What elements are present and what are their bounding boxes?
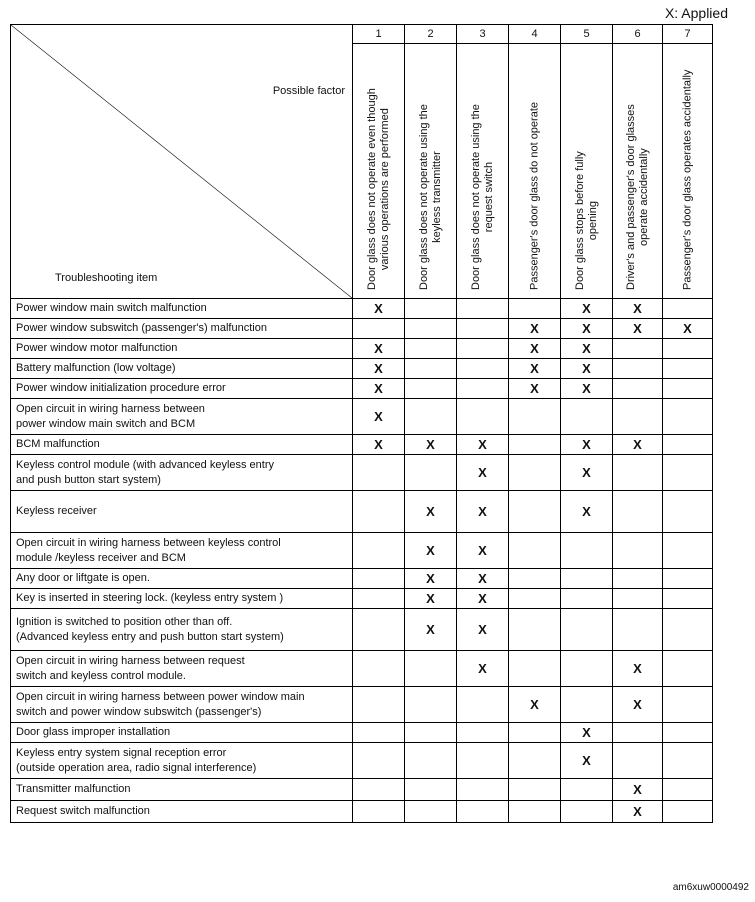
mark-cell-factor-2 bbox=[405, 779, 457, 801]
mark-cell-factor-5: X bbox=[561, 435, 613, 455]
mark-cell-factor-7 bbox=[663, 801, 713, 823]
mark-cell-factor-3 bbox=[457, 687, 509, 723]
mark-cell-factor-7 bbox=[663, 359, 713, 379]
mark-cell-factor-3 bbox=[457, 743, 509, 779]
troubleshooting-item: Door glass improper installation bbox=[11, 723, 353, 743]
mark-cell-factor-3: X bbox=[457, 491, 509, 533]
possible-factor-label: Possible factor bbox=[272, 85, 345, 97]
factor-label-cell-3 bbox=[457, 44, 509, 299]
factor-label-5: Door glass stops before fully opening bbox=[573, 151, 599, 290]
mark-cell-factor-1: X bbox=[353, 339, 405, 359]
mark-cell-factor-6 bbox=[613, 533, 663, 569]
troubleshooting-item: Keyless receiver bbox=[11, 491, 353, 533]
mark-cell-factor-3 bbox=[457, 399, 509, 435]
header-diagonal-cell bbox=[11, 25, 353, 299]
mark-cell-factor-7 bbox=[663, 399, 713, 435]
factor-label-cell-5 bbox=[561, 44, 613, 299]
factor-label-7: Passenger's door glass operates accidentally bbox=[681, 69, 693, 290]
mark-cell-factor-3 bbox=[457, 801, 509, 823]
mark-cell-factor-5: X bbox=[561, 299, 613, 319]
mark-cell-factor-4 bbox=[509, 801, 561, 823]
mark-cell-factor-3: X bbox=[457, 435, 509, 455]
table-body bbox=[11, 299, 713, 823]
mark-cell-factor-3 bbox=[457, 359, 509, 379]
mark-cell-factor-2 bbox=[405, 687, 457, 723]
mark-cell-factor-3 bbox=[457, 379, 509, 399]
troubleshooting-item: Keyless control module (with advanced keyless entry and push button start system) bbox=[11, 455, 353, 491]
mark-cell-factor-5 bbox=[561, 533, 613, 569]
mark-cell-factor-3: X bbox=[457, 455, 509, 491]
mark-cell-factor-4 bbox=[509, 651, 561, 687]
mark-cell-factor-1 bbox=[353, 743, 405, 779]
mark-cell-factor-4 bbox=[509, 299, 561, 319]
troubleshooting-item: Open circuit in wiring harness between keyless control module /keyless receiver and BCM bbox=[11, 533, 353, 569]
table-row bbox=[11, 743, 713, 779]
mark-cell-factor-6 bbox=[613, 723, 663, 743]
mark-cell-factor-5: X bbox=[561, 743, 613, 779]
mark-cell-factor-7 bbox=[663, 779, 713, 801]
table-row bbox=[11, 455, 713, 491]
mark-cell-factor-5: X bbox=[561, 359, 613, 379]
mark-cell-factor-3: X bbox=[457, 533, 509, 569]
factor-label-4: Passenger's door glass do not operate bbox=[528, 102, 540, 290]
table-row bbox=[11, 801, 713, 823]
troubleshooting-item: Power window initialization procedure error bbox=[11, 379, 353, 399]
mark-cell-factor-7 bbox=[663, 379, 713, 399]
mark-cell-factor-1: X bbox=[353, 435, 405, 455]
factor-number-5: 5 bbox=[561, 25, 613, 44]
troubleshooting-item: Open circuit in wiring harness between request switch and keyless control module. bbox=[11, 651, 353, 687]
table-row bbox=[11, 589, 713, 609]
mark-cell-factor-2: X bbox=[405, 569, 457, 589]
mark-cell-factor-1 bbox=[353, 687, 405, 723]
mark-cell-factor-1 bbox=[353, 533, 405, 569]
mark-cell-factor-4: X bbox=[509, 319, 561, 339]
mark-cell-factor-2 bbox=[405, 651, 457, 687]
mark-cell-factor-5 bbox=[561, 609, 613, 651]
mark-cell-factor-1 bbox=[353, 609, 405, 651]
mark-cell-factor-7: X bbox=[663, 319, 713, 339]
mark-cell-factor-4 bbox=[509, 399, 561, 435]
mark-cell-factor-2: X bbox=[405, 609, 457, 651]
factor-label-cell-1 bbox=[353, 44, 405, 299]
troubleshooting-item: Any door or liftgate is open. bbox=[11, 569, 353, 589]
troubleshooting-item: Transmitter malfunction bbox=[11, 779, 353, 801]
figure-id: am6xuw0000492 bbox=[672, 882, 749, 893]
mark-cell-factor-4 bbox=[509, 723, 561, 743]
mark-cell-factor-7 bbox=[663, 299, 713, 319]
table-row bbox=[11, 533, 713, 569]
mark-cell-factor-5 bbox=[561, 779, 613, 801]
mark-cell-factor-3: X bbox=[457, 651, 509, 687]
mark-cell-factor-5: X bbox=[561, 491, 613, 533]
mark-cell-factor-2: X bbox=[405, 435, 457, 455]
mark-cell-factor-5 bbox=[561, 651, 613, 687]
mark-cell-factor-6: X bbox=[613, 299, 663, 319]
factor-label-cell-2 bbox=[405, 44, 457, 299]
mark-cell-factor-2 bbox=[405, 399, 457, 435]
factor-label-2: Door glass does not operate using the keyless transmitter bbox=[417, 104, 443, 290]
mark-cell-factor-6 bbox=[613, 455, 663, 491]
mark-cell-factor-5 bbox=[561, 589, 613, 609]
mark-cell-factor-3: X bbox=[457, 589, 509, 609]
table-row bbox=[11, 319, 713, 339]
mark-cell-factor-2 bbox=[405, 319, 457, 339]
mark-cell-factor-5 bbox=[561, 801, 613, 823]
table-row bbox=[11, 491, 713, 533]
troubleshooting-item: Open circuit in wiring harness between power window main switch and power window subswitch (passenger's) bbox=[11, 687, 353, 723]
mark-cell-factor-7 bbox=[663, 435, 713, 455]
table-row bbox=[11, 687, 713, 723]
table-row bbox=[11, 569, 713, 589]
mark-cell-factor-2 bbox=[405, 359, 457, 379]
mark-cell-factor-4 bbox=[509, 589, 561, 609]
mark-cell-factor-4: X bbox=[509, 687, 561, 723]
table-row bbox=[11, 379, 713, 399]
mark-cell-factor-6: X bbox=[613, 801, 663, 823]
mark-cell-factor-7 bbox=[663, 491, 713, 533]
mark-cell-factor-3 bbox=[457, 723, 509, 743]
mark-cell-factor-5: X bbox=[561, 339, 613, 359]
factor-number-1: 1 bbox=[353, 25, 405, 44]
mark-cell-factor-4 bbox=[509, 743, 561, 779]
mark-cell-factor-3 bbox=[457, 319, 509, 339]
troubleshooting-item: Power window motor malfunction bbox=[11, 339, 353, 359]
table-row bbox=[11, 359, 713, 379]
mark-cell-factor-4: X bbox=[509, 359, 561, 379]
mark-cell-factor-3 bbox=[457, 779, 509, 801]
factor-label-3: Door glass does not operate using the request switch bbox=[469, 104, 495, 290]
troubleshooting-table bbox=[10, 24, 713, 823]
mark-cell-factor-6 bbox=[613, 399, 663, 435]
mark-cell-factor-7 bbox=[663, 743, 713, 779]
mark-cell-factor-5: X bbox=[561, 379, 613, 399]
troubleshooting-item: Open circuit in wiring harness between power window main switch and BCM bbox=[11, 399, 353, 435]
mark-cell-factor-4 bbox=[509, 569, 561, 589]
factor-number-3: 3 bbox=[457, 25, 509, 44]
mark-cell-factor-2 bbox=[405, 455, 457, 491]
mark-cell-factor-1 bbox=[353, 651, 405, 687]
mark-cell-factor-5 bbox=[561, 399, 613, 435]
mark-cell-factor-7 bbox=[663, 589, 713, 609]
mark-cell-factor-6 bbox=[613, 359, 663, 379]
mark-cell-factor-4 bbox=[509, 609, 561, 651]
mark-cell-factor-6: X bbox=[613, 435, 663, 455]
mark-cell-factor-1: X bbox=[353, 299, 405, 319]
mark-cell-factor-7 bbox=[663, 339, 713, 359]
mark-cell-factor-6 bbox=[613, 339, 663, 359]
mark-cell-factor-2 bbox=[405, 801, 457, 823]
mark-cell-factor-3 bbox=[457, 299, 509, 319]
mark-cell-factor-6 bbox=[613, 379, 663, 399]
mark-cell-factor-3: X bbox=[457, 609, 509, 651]
table-row bbox=[11, 779, 713, 801]
table-row bbox=[11, 723, 713, 743]
table-row bbox=[11, 609, 713, 651]
mark-cell-factor-2 bbox=[405, 299, 457, 319]
mark-cell-factor-1: X bbox=[353, 359, 405, 379]
table-row bbox=[11, 299, 713, 319]
mark-cell-factor-6: X bbox=[613, 687, 663, 723]
factor-number-4: 4 bbox=[509, 25, 561, 44]
mark-cell-factor-2: X bbox=[405, 533, 457, 569]
mark-cell-factor-7 bbox=[663, 723, 713, 743]
factor-label-1: Door glass does not operate even though various operations are performed bbox=[365, 88, 391, 290]
mark-cell-factor-7 bbox=[663, 569, 713, 589]
factor-label-cell-4 bbox=[509, 44, 561, 299]
mark-cell-factor-7 bbox=[663, 609, 713, 651]
mark-cell-factor-7 bbox=[663, 687, 713, 723]
mark-cell-factor-6 bbox=[613, 589, 663, 609]
factor-number-row bbox=[11, 25, 713, 44]
mark-cell-factor-6: X bbox=[613, 779, 663, 801]
mark-cell-factor-6 bbox=[613, 491, 663, 533]
mark-cell-factor-4: X bbox=[509, 379, 561, 399]
mark-cell-factor-5: X bbox=[561, 723, 613, 743]
table-row bbox=[11, 651, 713, 687]
mark-cell-factor-1 bbox=[353, 319, 405, 339]
mark-cell-factor-4 bbox=[509, 779, 561, 801]
legend: X: Applied bbox=[664, 5, 728, 21]
mark-cell-factor-7 bbox=[663, 533, 713, 569]
mark-cell-factor-2 bbox=[405, 339, 457, 359]
mark-cell-factor-6 bbox=[613, 569, 663, 589]
troubleshooting-item: Request switch malfunction bbox=[11, 801, 353, 823]
troubleshooting-item: Power window main switch malfunction bbox=[11, 299, 353, 319]
mark-cell-factor-5 bbox=[561, 569, 613, 589]
mark-cell-factor-5 bbox=[561, 687, 613, 723]
troubleshooting-item: BCM malfunction bbox=[11, 435, 353, 455]
troubleshooting-item-label: Troubleshooting item bbox=[55, 272, 158, 284]
mark-cell-factor-4 bbox=[509, 435, 561, 455]
mark-cell-factor-6: X bbox=[613, 319, 663, 339]
mark-cell-factor-4 bbox=[509, 455, 561, 491]
mark-cell-factor-3 bbox=[457, 339, 509, 359]
factor-label-cell-6 bbox=[613, 44, 663, 299]
mark-cell-factor-1 bbox=[353, 491, 405, 533]
mark-cell-factor-5: X bbox=[561, 455, 613, 491]
factor-number-7: 7 bbox=[663, 25, 713, 44]
mark-cell-factor-6: X bbox=[613, 651, 663, 687]
factor-number-6: 6 bbox=[613, 25, 663, 44]
mark-cell-factor-7 bbox=[663, 455, 713, 491]
mark-cell-factor-1 bbox=[353, 589, 405, 609]
troubleshooting-item: Power window subswitch (passenger's) malfunction bbox=[11, 319, 353, 339]
mark-cell-factor-2 bbox=[405, 743, 457, 779]
mark-cell-factor-4 bbox=[509, 491, 561, 533]
mark-cell-factor-1 bbox=[353, 569, 405, 589]
mark-cell-factor-2 bbox=[405, 379, 457, 399]
factor-label-6: Driver's and passenger's door glasses operate accidentally bbox=[624, 104, 650, 290]
mark-cell-factor-4 bbox=[509, 533, 561, 569]
mark-cell-factor-2: X bbox=[405, 491, 457, 533]
table-row bbox=[11, 339, 713, 359]
troubleshooting-item: Keyless entry system signal reception error (outside operation area, radio signal interference) bbox=[11, 743, 353, 779]
mark-cell-factor-1: X bbox=[353, 379, 405, 399]
factor-number-2: 2 bbox=[405, 25, 457, 44]
mark-cell-factor-1: X bbox=[353, 399, 405, 435]
mark-cell-factor-1 bbox=[353, 723, 405, 743]
diagonal-line bbox=[11, 25, 352, 298]
troubleshooting-item: Key is inserted in steering lock. (keyless entry system ) bbox=[11, 589, 353, 609]
mark-cell-factor-3: X bbox=[457, 569, 509, 589]
troubleshooting-item: Ignition is switched to position other than off. (Advanced keyless entry and push button start system) bbox=[11, 609, 353, 651]
mark-cell-factor-2: X bbox=[405, 589, 457, 609]
mark-cell-factor-5: X bbox=[561, 319, 613, 339]
mark-cell-factor-2 bbox=[405, 723, 457, 743]
mark-cell-factor-1 bbox=[353, 779, 405, 801]
mark-cell-factor-1 bbox=[353, 455, 405, 491]
mark-cell-factor-1 bbox=[353, 801, 405, 823]
table-row bbox=[11, 399, 713, 435]
mark-cell-factor-6 bbox=[613, 609, 663, 651]
mark-cell-factor-7 bbox=[663, 651, 713, 687]
factor-label-cell-7 bbox=[663, 44, 713, 299]
mark-cell-factor-6 bbox=[613, 743, 663, 779]
table-row bbox=[11, 435, 713, 455]
troubleshooting-item: Battery malfunction (low voltage) bbox=[11, 359, 353, 379]
mark-cell-factor-4: X bbox=[509, 339, 561, 359]
